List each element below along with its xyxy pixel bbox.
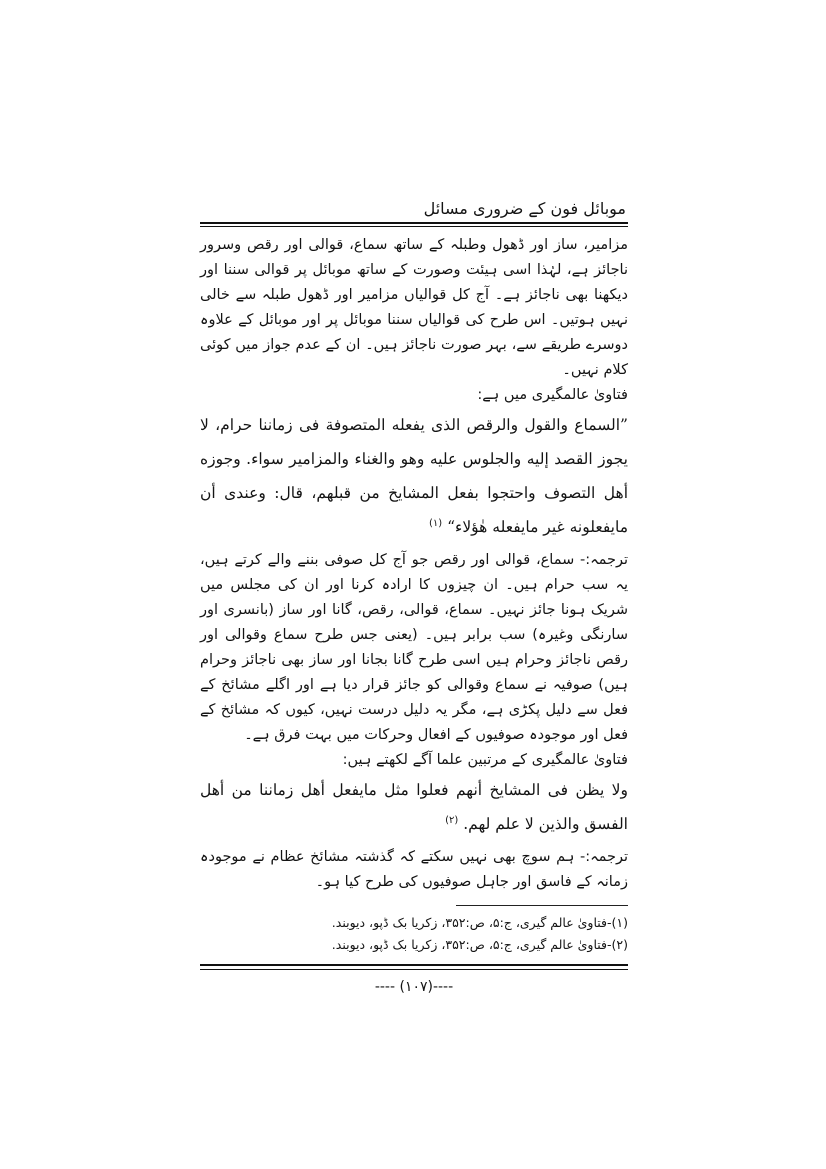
arabic-quote-2 bbox=[200, 773, 628, 841]
page-number: ---- (۱۰۷)---- bbox=[374, 979, 454, 995]
arabic-quote-1 bbox=[200, 408, 628, 544]
paragraph-intro: مزامیر، ساز اور ڈھول وطبلہ کے ساتھ سماع، قوالی اور رقص وسرور ناجائز ہے، لہٰذا اسی ہیئت وصورت کے ساتھ موبائل پر قوالی سننا اور دیکھنا بھی ناجائز ہے۔ آج کل قوالیاں مزامیر اور ڈھول طبلہ سے خالی نہیں ہوتیں۔ اس طرح کی قوالیاں سننا موبائل پر اور موبائل کے علاوہ دوسرے طریقے سے، بہر صورت ناجائز ہیں۔ ان کے عدم جواز میں کوئی کلام نہیں۔ bbox=[200, 237, 628, 378]
header-rule bbox=[200, 222, 628, 227]
document-page bbox=[200, 198, 628, 998]
footnote-rule bbox=[456, 905, 628, 906]
body-text bbox=[200, 233, 628, 895]
arabic-quote-1-text: ”السماع والقول والرقص الذی یفعله المتصوفة فی زماننا حرام، لا یجوز القصد إلیه والجلوس علیه وهو والغناء والمزامیر سواء. وجوزه أهل التصوف واحتجوا بفعل المشایخ من قبلهم، قال: وعندی أن مایفعلونه غیر مایفعله هٰؤلاء“ bbox=[200, 416, 628, 536]
footnote-1: (۱)-فتاویٰ عالم گیری، ج:۵، ص:۳۵۲، زکریا بک ڈپو، دیوبند. bbox=[331, 915, 628, 930]
paragraph-citation-lead: فتاویٰ عالمگیری میں ہے: bbox=[477, 387, 628, 403]
paragraph-translation-2: ترجمہ:- ہم سوچ بھی نہیں سکتے کہ گذشتہ مشائخ عظام نے موجودہ زمانہ کے فاسق اور جاہل صوفیوں کی طرح کیا ہو۔ bbox=[200, 849, 628, 890]
paragraph-translation-1: ترجمہ:- سماع، قوالی اور رقص جو آج کل صوفی بننے والے کرتے ہیں، یہ سب حرام ہیں۔ ان چیزوں کا ارادہ کرنا اور ان کی مجلس میں شریک ہونا جائز نہیں۔ سماع، قوالی، رقص، گانا اور ساز (بانسری اور سارنگی وغیرہ) سب برابر ہیں۔ (یعنی جس طرح سماع وقوالی اور رقص ناجائز وحرام ہیں اسی طرح گانا بجانا اور ساز بھی ناجائز وحرام ہیں) صوفیہ نے سماع وقوالی کو جائز قرار دیا ہے اور اگلے مشائخ کے فعل سے دلیل پکڑی ہے، مگر یہ دلیل درست نہیں، کیوں کہ مشائخ کے فعل اور موجودہ صوفیوں کے افعال وحرکات میں بہت فرق ہے۔ bbox=[200, 552, 628, 743]
footnote-mark-2: (۲) bbox=[445, 814, 459, 826]
running-header bbox=[200, 198, 628, 222]
paragraph-citation-lead-2: فتاویٰ عالمگیری کے مرتبین علما آگے لکھتے ہیں: bbox=[342, 752, 628, 768]
arabic-quote-2-text: ولا یظن فی المشایخ أنهم فعلوا مثل مایفعل أهل زماننا من أهل الفسق والذین لا علم لهم. bbox=[200, 781, 628, 833]
footnote-2: (۲)-فتاویٰ عالم گیری، ج:۵، ص:۳۵۲، زکریا بک ڈپو، دیوبند. bbox=[331, 937, 628, 952]
footnote-mark-1: (۱) bbox=[429, 517, 443, 529]
header-title: موبائل فون کے ضروری مسائل bbox=[423, 199, 626, 218]
footer-rule bbox=[200, 964, 628, 970]
